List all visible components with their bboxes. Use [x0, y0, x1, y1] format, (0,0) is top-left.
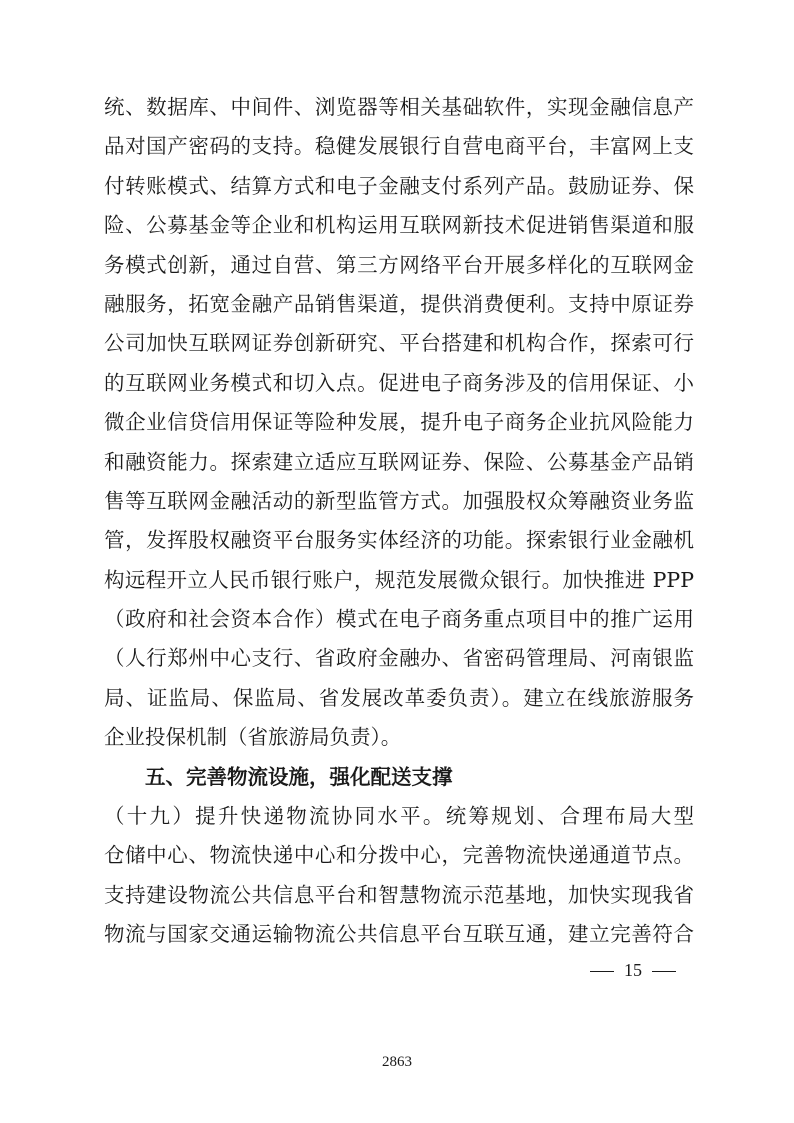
body-text: [104, 88, 694, 955]
text-line: 售等互联网金融活动的新型监管方式。加强股权众筹融资业务监: [104, 488, 694, 513]
text-line: 企业投保机制（省旅游局负责）。: [104, 725, 402, 750]
text-line: 务模式创新，通过自营、第三方网络平台开展多样化的互联网金: [104, 252, 694, 277]
text-line: 融服务，拓宽金融产品销售渠道，提供消费便利。支持中原证券: [104, 291, 694, 316]
archive-number: 2863: [382, 1054, 412, 1070]
text-line: 付转账模式、结算方式和电子金融支付系列产品。鼓励证券、保: [104, 173, 694, 198]
dash-left: [590, 971, 614, 972]
text-line: 险、公募基金等企业和机构运用互联网新技术促进销售渠道和服: [104, 213, 694, 238]
text-line: 和融资能力。探索建立适应互联网证券、保险、公募基金产品销: [104, 449, 694, 474]
text-line: （政府和社会资本合作）模式在电子商务重点项目中的推广运用: [104, 607, 694, 632]
dash-right: [652, 971, 676, 972]
text-line: 品对国产密码的支持。稳健发展银行自营电商平台，丰富网上支: [104, 134, 694, 159]
section-text-line: 仓储中心、物流快递中心和分拨中心，完善物流快递通道节点。: [104, 843, 694, 868]
text-line: 公司加快互联网证券创新研究、平台搭建和机构合作，探索可行: [104, 331, 694, 356]
text-line: （人行郑州中心支行、省政府金融办、省密码管理局、河南银监: [104, 646, 694, 671]
text-line: 管，发挥股权融资平台服务实体经济的功能。探索银行业金融机: [104, 528, 694, 553]
text-line: 的互联网业务模式和切入点。促进电子商务涉及的信用保证、小: [104, 370, 694, 395]
section-heading: 五、完善物流设施，强化配送支撑: [145, 764, 453, 789]
text-line: 局、证监局、保监局、省发展改革委负责）。建立在线旅游服务: [104, 685, 694, 710]
section-text-line: 物流与国家交通运输物流公共信息平台互联互通，建立完善符合: [104, 922, 694, 947]
text-line: 微企业信贷信用保证等险种发展，提升电子商务企业抗风险能力: [104, 410, 694, 435]
section-text-line: 支持建设物流公共信息平台和智慧物流示范基地，加快实现我省: [104, 882, 694, 907]
text-line: 构远程开立人民币银行账户，规范发展微众银行。加快推进 PPP: [104, 567, 694, 592]
text-line: 统、数据库、中间件、浏览器等相关基础软件，实现金融信息产: [104, 95, 694, 119]
page-number-value: 15: [624, 960, 642, 980]
section-text-line: （十九）提升快递物流协同水平。统筹规划、合理布局大型: [104, 804, 694, 829]
page-number: [588, 956, 678, 985]
